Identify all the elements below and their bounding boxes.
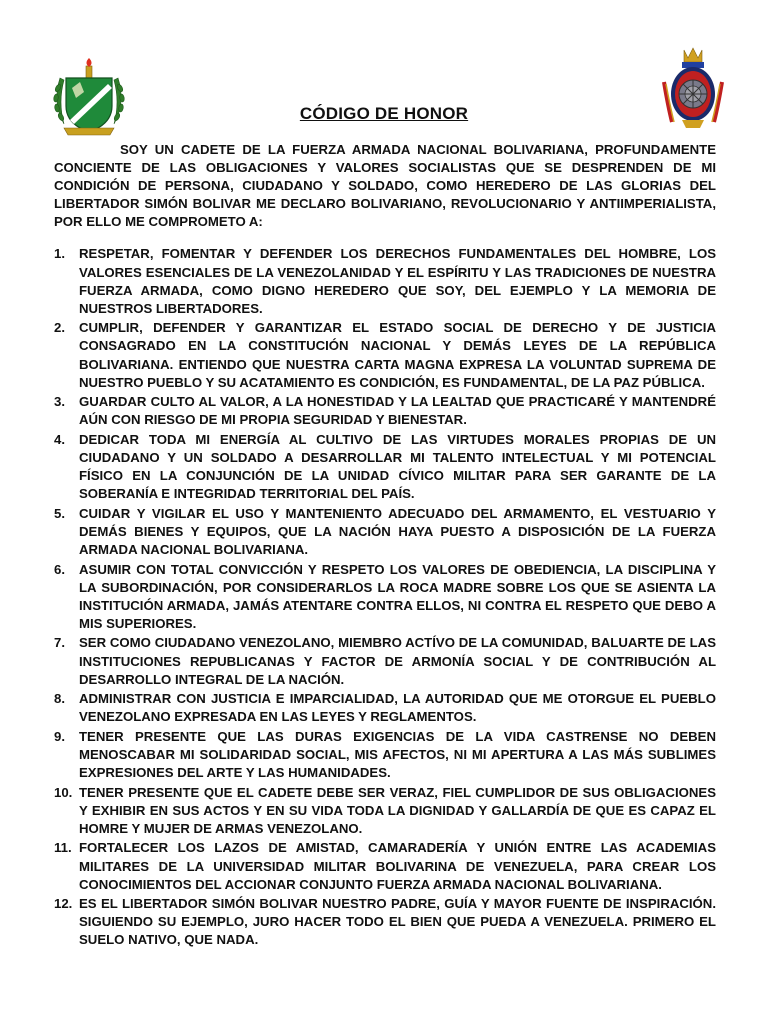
item-text: ADMINISTRAR CON JUSTICIA E IMPARCIALIDAD, LA AUTORIDAD QUE ME OTORGUE EL PUEBLO VENEZOLANO EXPRESADA EN LAS LEYES Y REGLAMENTOS. xyxy=(79,691,716,725)
list-item xyxy=(54,319,716,391)
item-number: 2. xyxy=(54,320,65,336)
item-text: RESPETAR, FOMENTAR Y DEFENDER LOS DERECHOS FUNDAMENTALES DEL HOMBRE, LOS VALORES ESENCIALES DE LA VENEZOLANIDAD Y EL ESPÍRITU Y LAS TRADICIONES DE NUESTRA FUERZA ARMADA, COMO DIGNO HEREDERO QUE SOY, DEL EJEMPLO Y LA MEMORIA DE NUESTROS LIBERTADORES. xyxy=(79,246,716,316)
item-text: GUARDAR CULTO AL VALOR, A LA HONESTIDAD Y LA LEALTAD QUE PRACTICARÉ Y MANTENDRÉ AÚN CON RIESGO DE MI PROPIA SEGURIDAD Y BIENESTAR. xyxy=(79,394,716,428)
item-number: 11. xyxy=(54,840,72,856)
item-number: 8. xyxy=(54,691,65,707)
document-body xyxy=(54,141,716,951)
list-item xyxy=(54,839,716,893)
item-number: 9. xyxy=(54,728,65,744)
item-text: FORTALECER LOS LAZOS DE AMISTAD, CAMARADERÍA Y UNIÓN ENTRE LAS ACADEMIAS MILITARES DE LA UNIVERSIDAD MILITAR BOLIVARINA DE VENEZUELA, PARA CREAR LOS CONOCIMIENTOS DEL ACCIONAR CONJUNTO FUERZA ARMADA NACIONAL BOLIVARIANA. xyxy=(79,840,716,892)
document-title: CÓDIGO DE HONOR xyxy=(299,104,469,123)
item-number: 5. xyxy=(54,505,65,521)
list-item xyxy=(54,505,716,559)
intro-paragraph: SOY UN CADETE DE LA FUERZA ARMADA NACIONAL BOLIVARIANA, PROFUNDAMENTE CONCIENTE DE LAS OBLIGACIONES Y VALORES SOCIALISTAS QUE SE DESPRENDEN DE MI CONDICIÓN DE PERSONA, CIUDADANO Y SOLDADO, COMO HEREDERO DE LAS GLORIAS DEL LIBERTADOR SIMÓN BOLIVAR ME DECLARO BOLIVARIANO, REVOLUCIONARIO Y ANTIIMPERIALISTA, POR ELLO ME COMPROMETO A: xyxy=(54,142,716,230)
list-item xyxy=(54,431,716,503)
item-text: ES EL LIBERTADOR SIMÓN BOLIVAR NUESTRO PADRE, GUÍA Y MAYOR FUENTE DE INSPIRACIÓN. SIGUIENDO SU EJEMPLO, JURO HACER TODO EL BIEN QUE PUEDA A VENEZUELA. PRIMERO EL SUELO NATIVO, QUE NADA. xyxy=(79,896,716,948)
list-item xyxy=(54,634,716,688)
item-text: TENER PRESENTE QUE LAS DURAS EXIGENCIAS DE LA VIDA CASTRENSE NO DEBEN MENOSCABAR MI SOLIDARIDAD SOCIAL, MIS AFECTOS, NI MI APERTURA A LAS MÁS SUBLIMES EXPRESIONES DEL ARTE Y LAS HUMANIDADES. xyxy=(79,728,716,781)
academy-shield-emblem-icon xyxy=(50,58,128,138)
list-item xyxy=(54,895,716,949)
list-item xyxy=(54,561,716,633)
item-number: 10. xyxy=(54,784,73,800)
item-text: CUMPLIR, DEFENDER Y GARANTIZAR EL ESTADO SOCIAL DE DERECHO Y DE JUSTICIA CONSAGRADO EN LA CONSTITUCIÓN NACIONAL Y DEMÁS LEYES DE LA REPÚBLICA BOLIVARIANA. ENTIENDO QUE NUESTRA CARTA MAGNA EXPRESA LA VOLUNTAD SUPREMA DE NUESTRO PUEBLO Y SU ACATAMIENTO ES CONDICIÓN, ES FUNDAMENTAL, DE LA PAZ PÚBLICA. xyxy=(79,320,716,390)
list-item xyxy=(54,245,716,317)
item-number: 4. xyxy=(54,431,65,447)
item-text: TENER PRESENTE QUE EL CADETE DEBE SER VERAZ, FIEL CUMPLIDOR DE SUS OBLIGACIONES Y EXHIBIR EN SUS ACTOS Y EN SU VIDA TODA LA DIGNIDAD Y GALLARDÍA DE QUE ES CAPAZ EL HOMRE Y MUJER DE ARMAS VENEZOLANO. xyxy=(79,784,716,836)
list-item xyxy=(54,784,716,838)
item-text: ASUMIR CON TOTAL CONVICCIÓN Y RESPETO LOS VALORES DE OBEDIENCIA, LA DISCIPLINA Y LA SUBORDINACIÓN, POR CONSIDERARLOS LA ROCA MADRE SOBRE LOS QUE SE ASIENTA LA INSTITUCIÓN ARMADA, JAMÁS ATENTARE CONTRA ELLOS, NI CONTRA EL RESPETO QUE DEBO A MIS SUPERIORES. xyxy=(79,561,716,631)
list-item xyxy=(54,690,716,726)
duties-list xyxy=(54,245,716,949)
item-number: 7. xyxy=(54,635,65,651)
list-item xyxy=(54,393,716,429)
item-number: 3. xyxy=(54,394,65,410)
item-number: 6. xyxy=(54,561,65,577)
list-item xyxy=(54,728,716,782)
item-text: DEDICAR TODA MI ENERGÍA AL CULTIVO DE LAS VIRTUDES MORALES PROPIAS DE UN CIUDADANO Y UN SOLDADO A DESARROLLAR MI TALENTO INTELECTUAL Y MI POTENCIAL FÍSICO EN LA CONJUNCIÓN DE LA UNIDAD CÍVICO MILITAR PARA SER GARANTE DE LA SOBERANÍA E INTEGRIDAD TERRITORIAL DEL PAÍS. xyxy=(79,431,716,502)
item-text: CUIDAR Y VIGILAR EL USO Y MANTENIENTO ADECUADO DEL ARMAMENTO, EL VESTUARIO Y DEMÁS BIENES Y EQUIPOS, QUE LA NACIÓN HAYA PUESTO A DISPOSICIÓN DE LA FUERZA ARMADA NACIONAL BOLIVARIANA. xyxy=(79,505,716,557)
item-text: SER COMO CIUDADANO VENEZOLANO, MIEMBRO ACTÍVO DE LA COMUNIDAD, BALUARTE DE LAS INSTITUCIONES REPUBLICANAS Y FACTOR DE ARMONÍA SOCIAL Y DE CONTRIBUCIÓN AL DESARROLLO INTEGRAL DE LA NACIÓN. xyxy=(79,635,716,687)
item-number: 12. xyxy=(54,896,73,912)
item-number: 1. xyxy=(54,246,65,262)
